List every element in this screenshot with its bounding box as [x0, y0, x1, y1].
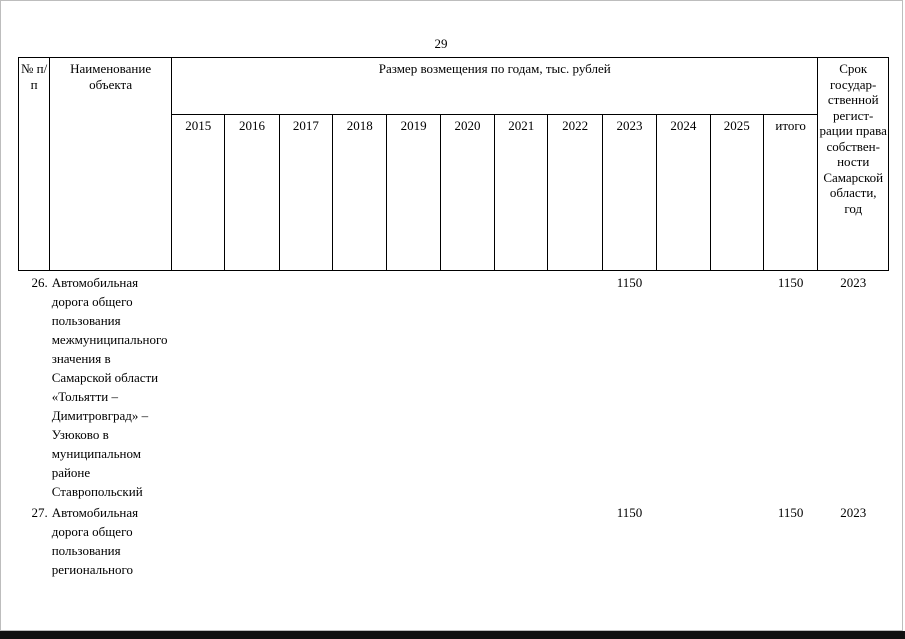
- value-cell: [279, 501, 332, 579]
- value-cell: [279, 271, 332, 502]
- value-cell: [548, 271, 602, 502]
- total-cell: 1150: [777, 505, 804, 520]
- header-year: 2019: [387, 115, 440, 271]
- header-year: 2015: [172, 115, 225, 271]
- header-name: Наименование объекта: [50, 58, 172, 271]
- header-year: 2017: [279, 115, 332, 271]
- value-cell: [172, 501, 225, 579]
- header-year: 2025: [710, 115, 763, 271]
- header-num: № п/п: [19, 58, 50, 271]
- value-cell: [333, 501, 387, 579]
- value-cell: 1150: [616, 505, 643, 520]
- header-year: 2018: [333, 115, 387, 271]
- value-cell: [440, 271, 494, 502]
- total-cell: 1150: [777, 275, 804, 290]
- value-cell: [440, 501, 494, 579]
- deadline-cell: 2023: [840, 275, 867, 290]
- value-cell: [657, 271, 710, 502]
- table-row: [19, 501, 889, 579]
- deadline-cell: 2023: [840, 505, 867, 520]
- header-total: итого: [763, 115, 818, 271]
- scan-bottom-edge: [0, 631, 905, 639]
- value-cell: [495, 501, 548, 579]
- value-cell: [710, 271, 763, 502]
- value-cell: [710, 501, 763, 579]
- value-cell: [657, 501, 710, 579]
- value-cell: [495, 271, 548, 502]
- object-name: Автомобильная дорога общего пользования регионального: [51, 505, 139, 577]
- header-year: 2020: [440, 115, 494, 271]
- compensation-table: [18, 57, 889, 579]
- header-year: 2016: [225, 115, 279, 271]
- value-cell: [225, 501, 279, 579]
- value-cell: 1150: [616, 275, 643, 290]
- header-year: 2023: [602, 115, 656, 271]
- page-number: 29: [434, 36, 448, 51]
- value-cell: [333, 271, 387, 502]
- value-cell: [387, 501, 440, 579]
- header-deadline: Срок государственной регистрации права собственности Самарской области, год: [818, 58, 889, 271]
- value-cell: [387, 271, 440, 502]
- header-year: 2022: [548, 115, 602, 271]
- row-number: 27.: [31, 505, 48, 520]
- header-compensation-group: Размер возмещения по годам, тыс. рублей: [172, 58, 818, 115]
- table-row: [19, 271, 889, 502]
- value-cell: [548, 501, 602, 579]
- row-number: 26.: [31, 275, 48, 290]
- value-cell: [225, 271, 279, 502]
- value-cell: [172, 271, 225, 502]
- object-name: Автомобильная дорога общего пользования межмуниципального значения в Самарской области «Тольятти – Димитровград» – Узюково в муниципальном районе Ставропольский: [51, 275, 168, 499]
- header-year: 2021: [495, 115, 548, 271]
- header-year: 2024: [657, 115, 710, 271]
